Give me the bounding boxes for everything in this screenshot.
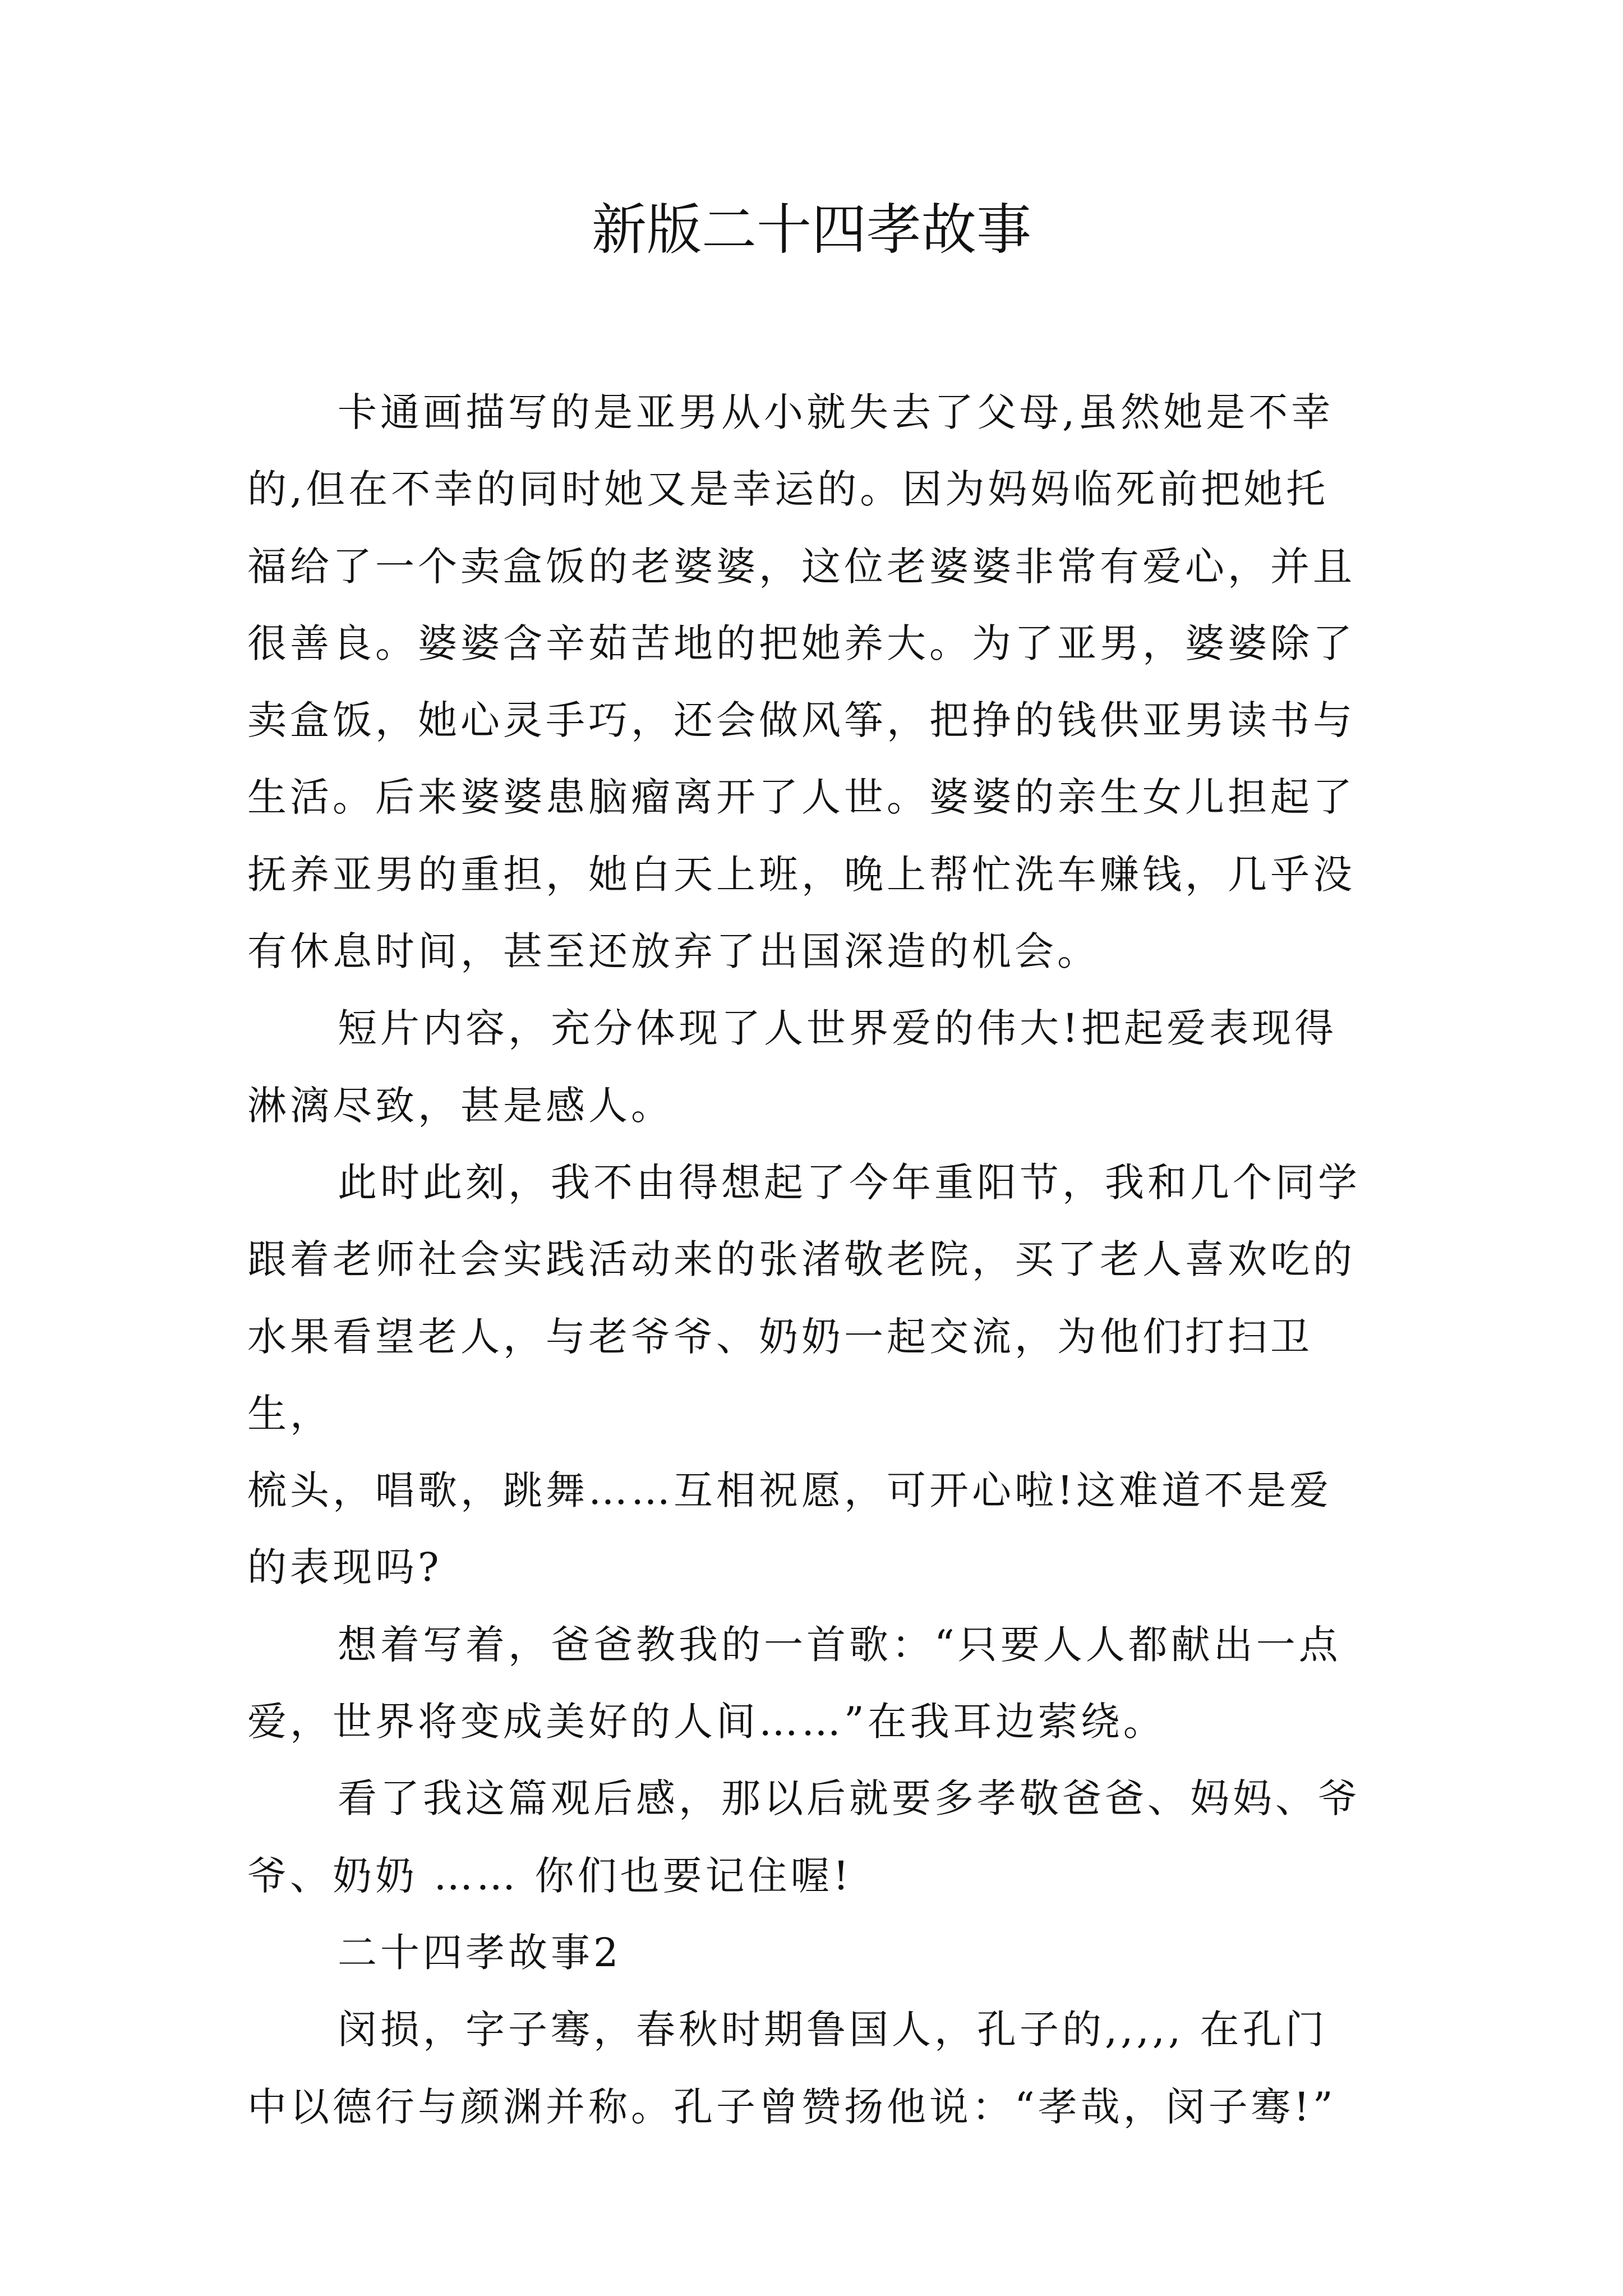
paragraph: 此时此刻，我不由得想起了今年重阳节，我和几个同学 跟着老师社会实践活动来的张渚敬老院，买了老人喜欢吃的 水果看望老人，与老爷爷、奶奶一起交流，为他们打扫卫生， 梳头，唱歌，跳舞……互相祝愿，可开心啦!这难道不是爱 的表现吗? — [247, 1159, 1361, 1591]
paragraph: 闵损，字子骞，春秋时期鲁国人，孔子的,,,,, 在孔门 中以德行与颜渊并称。孔子曾赞扬他说：“孝哉，闵子骞!” — [247, 2007, 1336, 2130]
paragraph: 卡通画描写的是亚男从小就失去了父母,虽然她是不幸 的,但在不幸的同时她又是幸运的。因为妈妈临死前把她托 福给了一个卖盒饭的老婆婆，这位老婆婆非常有爱心，并且 很善良。婆婆含辛茹苦地的把她养大。为了亚男，婆婆除了 卖盒饭，她心灵手巧，还会做风筝，把挣的钱供亚男读书与 生活。后来婆婆患脑瘤离开了人世。婆婆的亲生女儿担起了 抚养亚男的重担，她白天上班，晚上帮忙洗车赚钱，几乎没 有休息时间，甚至还放弃了出国深造的机会。 — [247, 389, 1355, 975]
paragraph: 想着写着，爸爸教我的一首歌：“只要人人都献出一点 爱，世界将变成美好的人间……”在我耳边萦绕。 — [247, 1621, 1341, 1745]
document-body — [247, 374, 1391, 2146]
section-heading: 二十四孝故事2 — [338, 1929, 622, 1976]
paragraph: 看了我这篇观后感，那以后就要多孝敬爸爸、妈妈、爷 爷、奶奶 …… 你们也要记住喔! — [247, 1775, 1361, 1899]
document-title: 新版二十四孝故事 — [591, 198, 1031, 262]
paragraph: 短片内容，充分体现了人世界爱的伟大!把起爱表现得 淋漓尽致，甚是感人。 — [247, 1005, 1338, 1129]
